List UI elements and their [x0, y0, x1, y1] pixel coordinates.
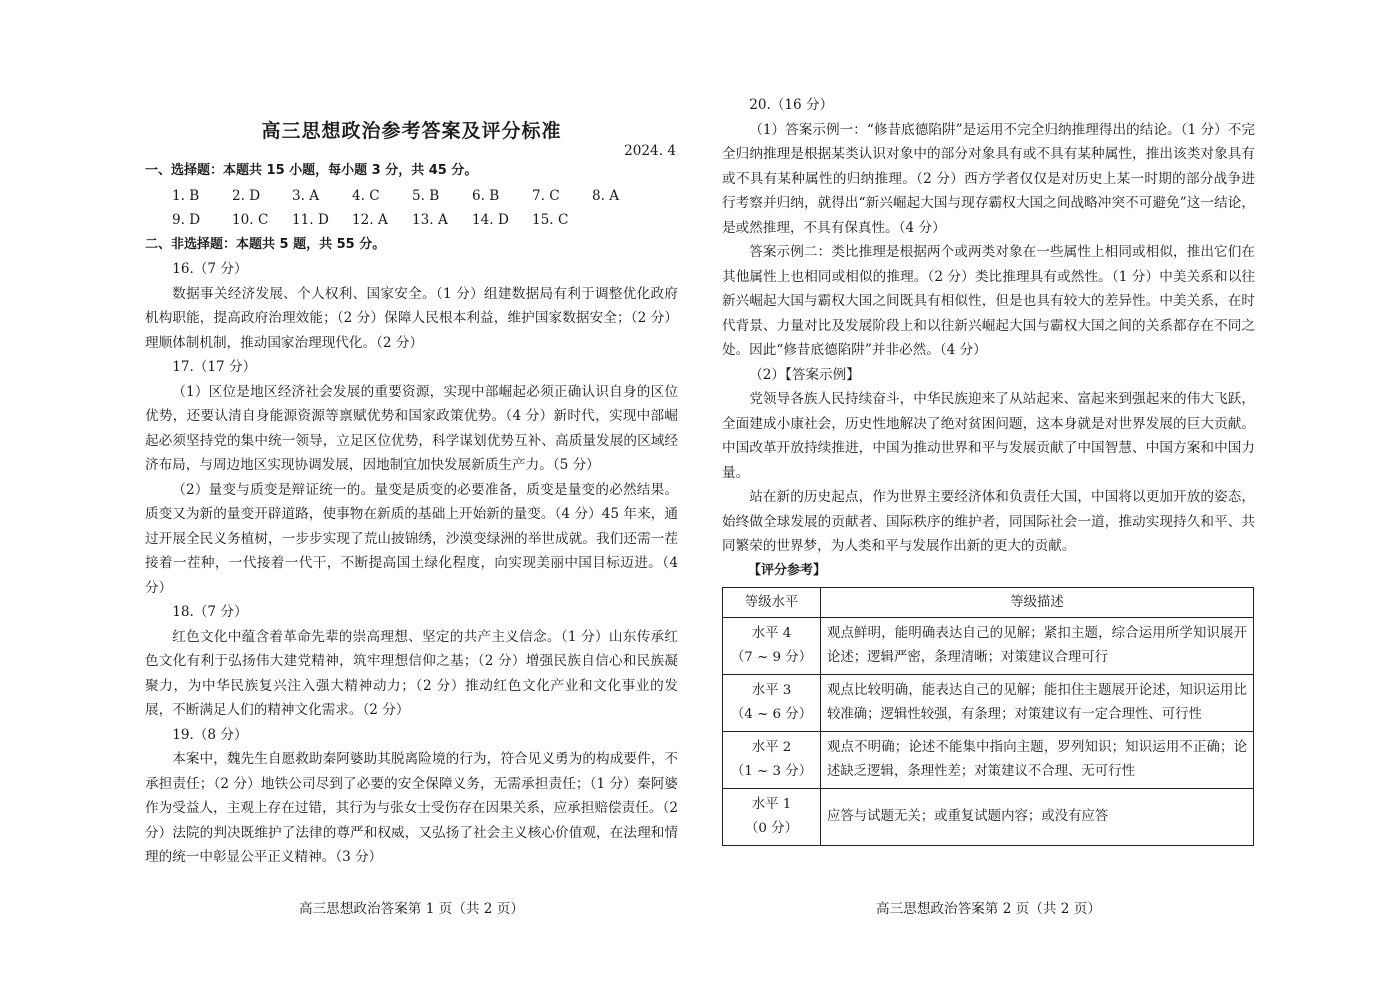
level-description: 观点不明确；论述不能集中指向主题，罗列知识；知识运用不正确；论述缺乏逻辑，条理性差；对策建议不合理、无可行性	[821, 732, 1254, 789]
level-name: 水平 2	[751, 740, 792, 755]
level-score: （0 分）	[745, 821, 798, 836]
level-description: 应答与试题无关；或重复试题内容；或没有应答	[821, 789, 1254, 846]
table-header	[723, 588, 1254, 618]
answer-item: 2. D	[232, 187, 261, 204]
level-description: 观点鲜明，能明确表达自己的见解；紧扣主题，综合运用所学知识展开论述；逻辑严密，条理清晰；对策建议合理可行	[821, 618, 1254, 675]
question-18-heading: 18.（7 分）	[172, 604, 248, 620]
answer-item: 3. A	[292, 187, 320, 204]
answer-item: 10. C	[232, 212, 269, 228]
level-name: 水平 4	[751, 626, 792, 641]
section-2-heading: 二、非选择题：本题共 5 题，共 55 分。	[145, 236, 386, 252]
scoring-table	[722, 587, 1254, 846]
answer-item: 13. A	[412, 212, 448, 228]
question-20-answer-2: 答案示例二：类比推理是根据两个或两类对象在一些属性上相同或相似，推出它们在其他属性上也相同或相似的推理。（2 分）类比推理具有或然性。（1 分）中美关系和以往新兴崛起大国与霸权大国之间既具有相似性，但是也具有较大的差异性。中美关系，在时代背景、力量对比及发展阶段上和以往新兴崛起大国与霸权大国之间的关系都存在不同之处。因此“修昔底德陷阱”并非必然。（4 分）	[722, 244, 1255, 358]
page-1-footer: 高三思想政治答案第 1 页（共 2 页）	[299, 901, 524, 917]
answer-item: 12. A	[352, 212, 388, 228]
question-19-answer: 本案中，魏先生自愿救助秦阿婆助其脱离险境的行为，符合见义勇为的构成要件，不承担责任；（2 分）地铁公司尽到了必要的安全保障义务，无需承担责任；（1 分）秦阿婆作为受益人，主观上存在过错，其行为与张女士受伤存在因果关系，应承担赔偿责任。（2 分）法院的判决既维护了法律的尊严和权威，又弘扬了社会主义核心价值观，在法理和情理的统一中彰显公平正义精神。（3 分）	[145, 751, 678, 865]
answer-item: 9. D	[172, 212, 201, 228]
page-2-column	[722, 93, 1255, 583]
answer-item: 15. C	[532, 212, 569, 228]
level-name: 水平 3	[751, 683, 792, 698]
document-date: 2024. 4	[624, 143, 676, 159]
answer-item: 11. D	[292, 212, 329, 228]
table-row	[723, 675, 1254, 732]
question-17-answer-1: （1）区位是地区经济社会发展的重要资源，实现中部崛起必须正确认识自身的区位优势，还要认清自身能源资源等禀赋优势和国家政策优势。（4 分）新时代，实现中部崛起必须坚持党的集中统一领导，立足区位优势，科学谋划优势互补、高质量发展的区域经济布局，与周边地区实现协调发展，因地制宜加快发展新质生产力。（5 分）	[145, 383, 678, 473]
answer-item: 8. A	[592, 187, 620, 204]
document-title: 高三思想政治参考答案及评分标准	[261, 120, 562, 142]
answer-item: 4. C	[352, 187, 380, 204]
question-20-heading: 20.（16 分）	[749, 97, 834, 113]
question-16-heading: 16.（7 分）	[172, 261, 248, 277]
answer-item: 1. B	[172, 187, 200, 204]
column-header-description: 等级描述	[821, 588, 1254, 618]
column-header-level: 等级水平	[723, 588, 821, 618]
answer-item: 14. D	[472, 212, 509, 228]
level-description: 观点比较明确，能表达自己的见解；能扣住主题展开论述，知识运用比较准确；逻辑性较强，有条理；对策建议有一定合理性、可行性	[821, 675, 1254, 732]
answer-item: 5. B	[412, 187, 440, 204]
page-1-column	[145, 159, 678, 870]
choice-answers	[145, 184, 678, 233]
section-1-heading: 一、选择题：本题共 15 小题，每小题 3 分，共 45 分。	[145, 163, 478, 178]
question-20-answer-3: 党领导各族人民持续奋斗，中华民族迎来了从站起来、富起来到强起来的伟大飞跃，全面建成小康社会，历史性地解决了绝对贫困问题，这本身就是对世界发展的巨大贡献。中国改革开放持续推进，中国为推动世界和平与发展贡献了中国智慧、中国方案和中国力量。	[722, 391, 1255, 481]
question-18-answer: 红色文化中蕴含着革命先辈的崇高理想、坚定的共产主义信念。（1 分）山东传承红色文化有利于弘扬伟大建党精神，筑牢理想信仰之基；（2 分）增强民族自信心和民族凝聚力，为中华民族复兴注入强大精神动力；（2 分）推动红色文化产业和文化事业的发展，不断满足人们的精神文化需求。（2 分）	[145, 628, 678, 718]
table-row	[723, 618, 1254, 675]
question-20-answer-4: 站在新的历史起点，作为世界主要经济体和负责任大国，中国将以更加开放的姿态，始终做全球发展的贡献者、国际秩序的维护者，同国际社会一道，推动实现持久和平、共同繁荣的世界梦，为人类和平与发展作出新的更大的贡献。	[722, 489, 1255, 554]
answer-item: 6. B	[472, 187, 500, 204]
question-20-part-2-heading: （2）【答案示例】	[749, 366, 860, 383]
level-score: （4 ~ 6 分）	[730, 707, 813, 722]
question-17-answer-2: （2）量变与质变是辩证统一的。量变是质变的必要准备，质变是量变的必然结果。质变又为新的量变开辟道路，使事物在新质的基础上开始新的量变。（4 分）45 年来，通过开展全民义务植树，一步步实现了荒山披锦绣，沙漠变绿洲的举世成就。我们还需一茬接着一茬种，一代接着一代干，不断提高国土绿化程度，向实现美丽中国目标迈进。（4 分）	[145, 481, 678, 596]
question-20-answer-1: （1）答案示例一：“修昔底德陷阱”是运用不完全归纳推理得出的结论。（1 分）不完全归纳推理是根据某类认识对象中的部分对象具有或不具有某种属性，推出该类对象具有或不具有某种属性的归纳推理。（2 分）西方学者仅仅是对历史上某一时期的部分战争进行考察并归纳，就得出“新兴崛起大国与现存霸权大国之间战略冲突不可避免”这一结论，是或然推理，不具有保真性。（4 分）	[722, 121, 1255, 236]
page-2	[722, 93, 1255, 921]
table-row	[723, 789, 1254, 846]
scoring-reference-heading: 【评分参考】	[748, 562, 827, 578]
table-row	[723, 732, 1254, 789]
answer-item: 7. C	[532, 187, 560, 204]
question-16-answer: 数据事关经济发展、个人权利、国家安全。（1 分）组建数据局有利于调整优化政府机构职能，提高政府治理效能；（2 分）保障人民根本利益，维护国家数据安全；（2 分）理顺体制机制，推动国家治理现代化。（2 分）	[145, 285, 678, 351]
page-2-footer: 高三思想政治答案第 2 页（共 2 页）	[876, 901, 1101, 917]
level-score: （1 ~ 3 分）	[730, 764, 813, 779]
level-name: 水平 1	[751, 797, 792, 812]
page-1	[145, 159, 678, 921]
question-17-heading: 17.（17 分）	[172, 359, 257, 375]
question-19-heading: 19.（8 分）	[172, 726, 248, 743]
level-score: （7 ~ 9 分）	[730, 650, 813, 665]
